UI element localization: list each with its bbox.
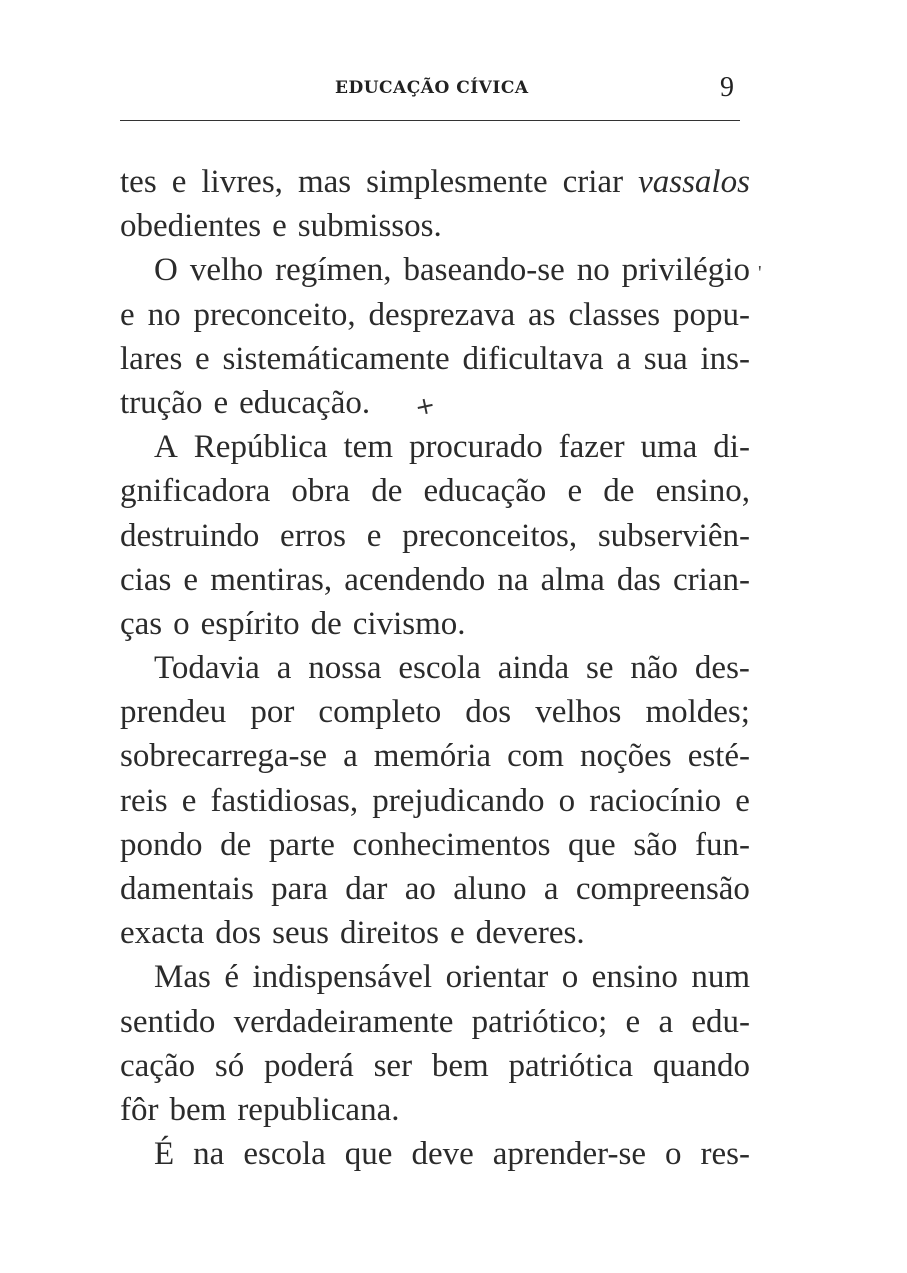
word: Todavia [154,650,260,687]
word: destruindo [120,517,260,554]
word: lares [120,340,183,377]
word: fun- [694,826,750,863]
word: são [633,826,678,863]
word: sobrecarrega-se [120,738,328,775]
word: nossa [308,650,382,687]
text-line [120,1000,750,1044]
word: gnificadora [120,473,271,510]
text-line [120,160,750,204]
word: preconceitos, [402,517,578,554]
word: a [543,871,559,907]
word: indispensável [252,959,433,996]
word: moldes; [645,694,750,731]
word: memória [373,738,492,775]
word: res- [700,1136,750,1173]
word: ins- [700,340,750,377]
word: dificultava [462,340,604,377]
word: o [558,782,576,819]
word: orientar [445,959,549,996]
word: parte [268,826,335,863]
word: di- [713,429,750,466]
word: e [366,517,382,554]
word: raciocínio [589,782,722,819]
word: de [371,473,403,510]
word: bem [169,1091,227,1128]
text-line [120,204,750,248]
word: des- [694,650,750,687]
word: ainda [497,650,570,687]
word: só [214,1047,245,1084]
word: popu- [672,296,750,333]
word: e [181,782,197,819]
text-line [120,779,750,823]
body-text [120,160,750,1176]
word: a [616,340,631,377]
word: obedientes [120,208,262,245]
word: que [568,826,616,863]
word: poderá [264,1047,354,1084]
word: desprezava [368,296,516,333]
word: baseando-se [403,252,565,289]
word: na [193,1136,225,1173]
word: civismo. [352,605,466,642]
word: cação [120,1047,196,1084]
word: dar [345,871,388,907]
word: e [171,164,187,200]
word: que [344,1136,393,1173]
text-line [120,248,750,292]
text-line [120,558,750,602]
word: na [497,561,529,598]
word: escola [243,1136,326,1173]
word: A [154,429,178,466]
word: Mas [154,959,211,996]
word: com [507,738,564,775]
word: patriótico; [471,1003,608,1040]
word: a [343,738,358,775]
word: acendendo [344,561,486,598]
word: vassalos [638,164,750,200]
word: crian- [673,561,750,598]
word: e [449,915,465,952]
word: das [616,561,661,598]
text-line [120,911,750,955]
word: ensino, [655,473,750,510]
text-line [120,293,750,337]
word: tem [343,429,393,466]
word: num [691,959,750,996]
word: espírito [200,605,300,642]
word: ao [404,871,436,907]
word: completo [318,694,442,731]
handwritten-cross-mark: + [412,390,438,422]
text-line [120,514,750,558]
word: deveres. [475,915,585,952]
word: as [528,296,556,333]
word: sentido [120,1003,216,1040]
word: mas [297,164,352,200]
word: trução [120,384,203,421]
word: e [195,340,210,377]
word: ser [373,1047,413,1084]
word: dos [465,694,512,731]
word: direitos [339,915,439,952]
word: não [630,650,679,687]
word: aluno [453,871,527,907]
text-line [120,425,750,469]
word: e [735,782,750,819]
margin-tick-mark: ' [758,262,762,284]
word: compreensão [575,871,750,907]
word: conhecimentos [352,826,551,863]
word: esté- [687,738,750,775]
word: classes [568,296,661,333]
word: criar [562,164,624,200]
word: e [213,384,229,421]
word: ensino [591,959,678,996]
word: privilégio [621,252,750,289]
word: ças [120,605,163,642]
word: patriótica [508,1047,634,1084]
word: obra [291,473,351,510]
word: o [173,605,190,642]
word: aprender-se [492,1136,646,1173]
word: educação [423,473,547,510]
word: cias [120,561,172,598]
running-head [120,70,740,106]
word: e [183,561,199,598]
text-line [120,823,750,867]
word: O [154,252,178,289]
word: edu- [691,1003,750,1040]
word: fazer [558,429,625,466]
text-line [120,1088,750,1132]
word: República [193,429,328,466]
word: sua [643,340,688,377]
word: velhos [535,694,622,731]
word: exacta [120,915,205,952]
word: no [147,296,181,333]
text-line [120,469,750,513]
word: republicana. [237,1091,400,1128]
word: erros [280,517,347,554]
word: e [625,1003,641,1040]
text-line [120,955,750,999]
text-line [120,646,750,690]
word: preconceito, [193,296,356,333]
word: educação. [239,384,371,421]
word: prejudicando [372,782,545,819]
word: de [220,826,252,863]
text-line [120,381,750,425]
word: tes [120,164,157,200]
word: o [561,959,579,996]
word: e [120,296,135,333]
text-line [120,734,750,778]
word: regímen, [275,252,392,289]
word: procurado [408,429,543,466]
word: deve [411,1136,474,1173]
word: a [276,650,292,687]
word: o [664,1136,682,1173]
word: dos [215,915,262,952]
word: velho [189,252,264,289]
word: sistemáticamente [222,340,450,377]
word: damentais [120,871,254,907]
running-head-title: EDUCAÇÃO CÍVICA [335,78,529,98]
text-line [120,602,750,646]
word: seus [272,915,329,952]
word: fôr [120,1091,159,1128]
word: escola [398,650,481,687]
word: a [658,1003,674,1040]
word: é [224,959,239,996]
word: livres, [201,164,283,200]
text-line [120,337,750,381]
word: alma [540,561,605,598]
word: bem [431,1047,489,1084]
word: por [250,694,295,731]
word: de [310,605,342,642]
text-line [120,867,750,911]
word: se [586,650,614,687]
word: simplesmente [366,164,548,200]
word: É [154,1136,175,1173]
word: mentiras, [210,561,333,598]
word: noções [580,738,672,775]
word: subserviên- [597,517,750,554]
text-line [120,1132,750,1176]
word: pondo [120,826,203,863]
word: prendeu [120,694,227,731]
header-rule [120,120,740,121]
word: e [272,208,287,245]
word: no [576,252,610,289]
text-line [120,690,750,734]
word: reis [120,782,168,819]
word: fastidiosas, [210,782,359,819]
word: de [603,473,635,510]
word: para [271,871,328,907]
word: verdadeiramente [233,1003,454,1040]
word: submissos. [297,208,442,245]
word: e [567,473,583,510]
word: uma [640,429,698,466]
text-line [120,1044,750,1088]
word: quando [652,1047,750,1084]
page-number: 9 [720,72,734,103]
